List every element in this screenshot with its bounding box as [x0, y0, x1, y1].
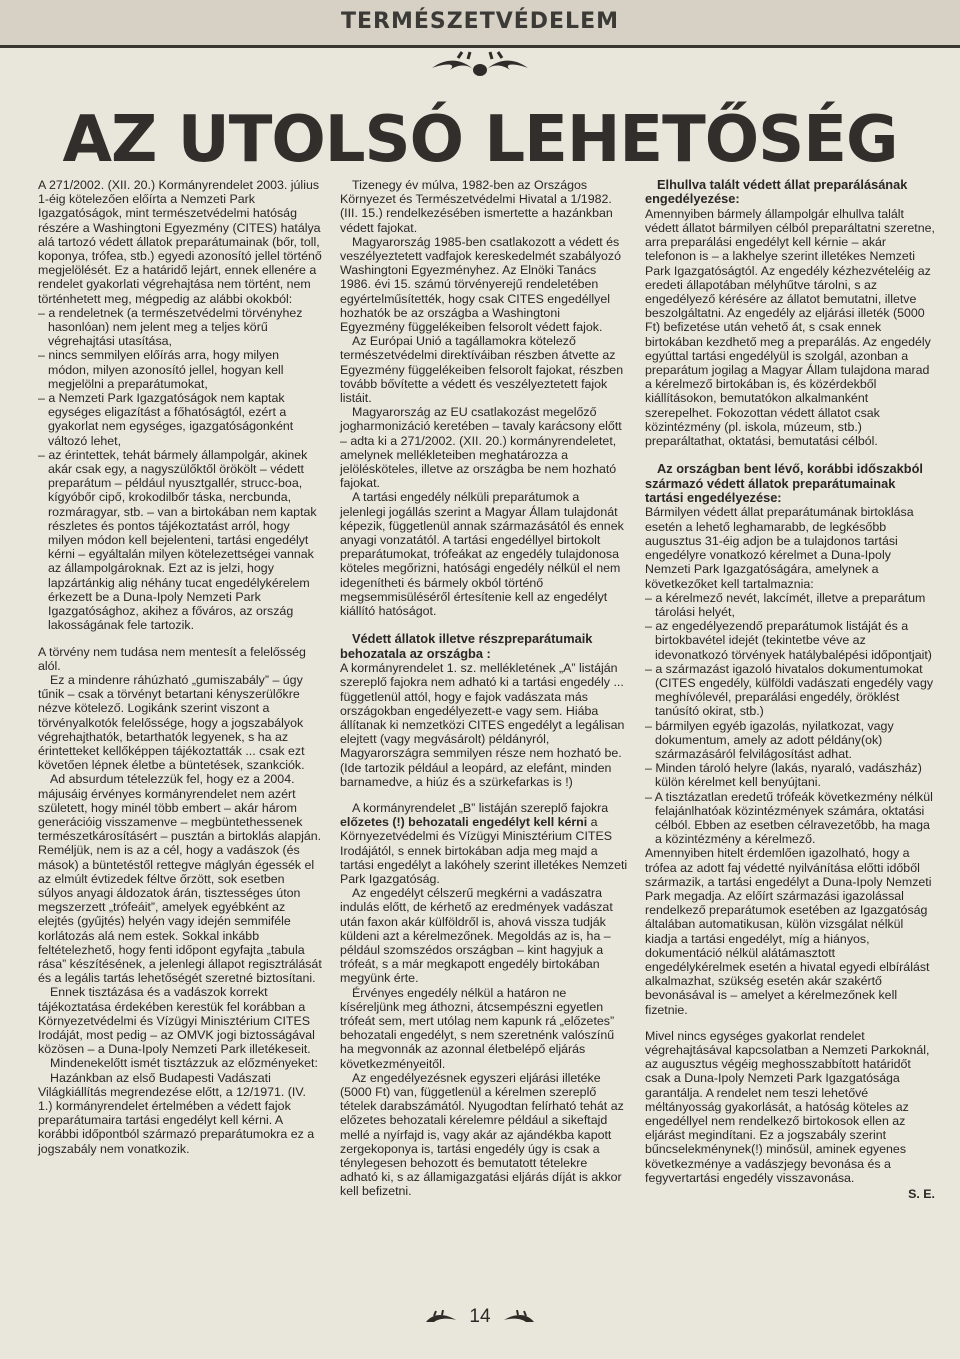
- header-divider: [0, 45, 960, 48]
- emphasis-text: előzetes (!) behozatali engedélyt kell kérni: [340, 815, 588, 830]
- antler-ornament-icon: [428, 50, 532, 80]
- paragraph: A kormányrendelet 1. sz. mellékletének „A” listáján szereplő fajokra nem adható ki a tartási engedély ... függetlenül attól, hogy e fajok vadászata más országokban engedélyezett-e vagy sem. Hiába állítanak ki nemzetközi CITES engedélyt a legálisan elejtett (vagy megvásárolt) példányról, Magyarországra semmilyen része nem hozható be. (Ide tartozik például a leopárd, az elefánt, minden barnamedve, a hiúz és a szürkefarkas is !): [340, 661, 625, 789]
- paragraph: Ennek tisztázása és a vadászok korrekt tájékoztatása érdekében kerestük fel korábban a Környezetvédelmi és Vízügyi Minisztérium CITES Irodáját, most pedig – az OMVK jogi biztosságával közösen – a Duna-Ipoly Nemzeti Park illetékeseit.: [38, 985, 315, 1057]
- list-item: – a származást igazoló hivatalos dokumentumokat (CITES engedély, külföldi vadászati engedély vagy meghívólevél, preparálási engedély, öröklést tanúsító okirat, stb.): [645, 661, 934, 719]
- list-item: – az engedélyezendő preparátumok listáját és a birtokbavétel idejét (tekintetbe véve az idevonatkozó törvények hatálybalépési időpontjait): [645, 619, 932, 662]
- subheading: Az országban bent lévő, korábbi időszakból származó védett állatok preparátumainak tartási engedélyezése:: [645, 461, 923, 506]
- list-item: – az érintettek, tehát bármely állampolgár, akinek akár csak egy, a nagyszülőktől örökölt – védett preparátum – például nyusztgallér, strucc-boa, kígyóbőr cipő, krokodilbőr táska, nercbunda, rozmáragyar, stb. – van a birtokában nem kaptak részletes és pontos tájékoztatást arról, hogy milyen módon kell bejelenteni, tartási engedélyt kérni – egyáltalán milyen kötelezettségei vannak az állampolgároknak. Ezt az is jelzi, hogy lapzártánkig alig néhány tucat engedélykérelem érkezett be a Duna-Ipoly Nemzeti Park Igazgatósághoz, akihez a főváros, az ország lakosságának fele tartozik.: [38, 447, 317, 633]
- list-item: – a Nemzeti Park Igazgatóságok nem kaptak egységes eligazítást a főhatóságtól, ezért a gyakorlat nem egységes, igazgatóságonként változó lehet,: [38, 391, 294, 448]
- paragraph: A tartási engedély nélküli preparátumok a jelenlegi jogállás szerint a Magyar Állam tulajdonát képezik, függetlenül annak származásától és ennek anyagi vonzatától. A tartási engedéllyel birtokolt preparátumokat, trófeákat az engedély tulajdonosa köteles megőrizni, hatósági engedély nélkül el nem idegenítheti és bármely okból történő megsemmisüléséről értesítenie kell az engedélyt kiállító hatóságot.: [340, 490, 624, 619]
- article-column-1: [38, 178, 322, 1156]
- antler-ornament-icon: [424, 1310, 458, 1326]
- subheading: Elhullva talált védett állat preparálásának engedélyezése:: [645, 177, 908, 207]
- paragraph: Amennyiben bármely állampolgár elhullva talált védett állatot bármilyen célból preparáltatni szeretne, arra preparálási engedélyt kell kérnie – akár telefonon is – a lakhelye szerint illetékes Nemzeti Park Igazgatóságtól. Az engedély kézhezvételéig az eredeti állapotában mélyhűtve tárolni, s az engedélyező kérésére az állatot bemutatni, illetve beszolgáltatni. Az engedély az eljárási illeték (5000 Ft) befizetése után vehető át, s csak ennek birtokában kezdhető meg a preparálás. Az engedély egyúttal tartási engedélyül is szolgál, azonban a preparátum jogilag a Magyar Állam tulajdona marad a kérelmező birtokában is, és közérdekből kiállításokon, bemutatókon alkalmanként szerepelhet. Fokozottan védett állatot csak közintézmény (pl. iskola, múzeum, stb.) preparáltathat, oktatási, bemutatási célból.: [645, 206, 935, 449]
- paragraph: Tizenegy év múlva, 1982-ben az Országos Környezet és Természetvédelmi Hivatal a 1/1982. (III. 15.) rendelkezésében ismertette a hazánkban védett fajokat.: [340, 178, 613, 235]
- paragraph: Magyarország az EU csatlakozást megelőző jogharmonizáció keretében – tavaly karácsony előtt – adta ki a 271/2002. (XII. 20.) kormányrendeletet, amelynek mellékleteiben meghatározza a jelölésköteles, illetve az országba be nem hozható fajokat.: [340, 405, 622, 491]
- paragraph: Ez a mindenre ráhúzható „gumiszabály” – úgy tűnik – csak a törvényt betartani kényszerülőkre nézve kötelező. Logikánk szerint viszont a törvényalkotók felelőssége, hogy a jogszabályok végrehajthatók, betarthatók legyenek, s ha az érintetteket kellőképpen tájékoztatták ... csak ezt követően lépnek életbe a büntetések, szankciók.: [38, 672, 305, 773]
- paragraph: Magyarország 1985-ben csatlakozott a védett és veszélyeztetett vadfajok kereskedelmét szabályozó Washingtoni Egyezményhez. Az Elnöki Tanács 1986. évi 15. számú törvényerejű rendeletében egyértelműsítették, hogy csak CITES engedéllyel hozhatók be az országba a Washingtoni Egyezmény függelékeiben felsorolt védett fajok.: [340, 234, 621, 335]
- antler-ornament-icon: [502, 1310, 536, 1326]
- subheading: Védett állatok illetve részpreparátumaik behozatala az országba :: [340, 631, 593, 661]
- author-signature: S. E.: [908, 1187, 935, 1202]
- section-title: TERMÉSZETVÉDELEM: [340, 9, 619, 34]
- page-footer: [0, 1302, 960, 1332]
- list-item: – a rendeletnek (a természetvédelmi törvényhez hasonlóan) nem jelent meg a teljes körű végrehajtási utasítása,: [38, 305, 303, 349]
- article-headline: AZ UTOLSÓ LEHETŐSÉG: [62, 103, 898, 177]
- paragraph: Érvényes engedély nélkül a határon ne kíséreljünk meg áthozni, átcsempészni egyetlen trófeát sem, mert utólag nem kapunk rá „előzetes” behozatali engedélyt, s nem szeretnénk valószínű ha megvonnák az azonnal életbelépő eljárás következményeitől.: [340, 985, 615, 1071]
- paragraph-text: a Környezetvédelmi és Vízügyi Minisztérium CITES Irodájától, s ennek birtokában adja meg majd a tartási engedélyt a lakóhely szerint illetékes Nemzeti Park Igazgatóság.: [340, 815, 628, 886]
- list-item: – Minden tároló helyre (lakás, nyaraló, vadászház) külön kérelmet kell benyújtani.: [645, 761, 922, 790]
- list-item: – nincs semmilyen előírás arra, hogy milyen módon, milyen azonosító jellel, hogyan kell megjelölni a preparátumokat,: [38, 348, 284, 391]
- paragraph-text: A kormányrendelet „B” listáján szereplő fajokra: [352, 800, 609, 815]
- paragraph: Az engedélyezésnek egyszeri eljárási illetéke (5000 Ft) van, függetlenül a kérelmen szereplő tételek darabszámától. Nyugodtan felírható tehát az előzetes behozatali kérelemre például a sikeftajd mellé a nyírfajd is, vagy akár az ajándékba kapott zergekoponya is, tartási engedély úgy is csak a ténylegesen behozott és bemutatott tételekre adható ki, s az államigazgatási eljárás díját is akkor kell befizetni.: [340, 1070, 624, 1199]
- paragraph: Mindenekelőtt ismét tisztázzuk az előzményeket:: [50, 1056, 318, 1071]
- article-column-3: [645, 178, 937, 1201]
- paragraph: Bármilyen védett állat preparátumának birtoklása esetén a lehető leghamarabb, de legkésőbb augusztus 31-éig adjon be a tulajdonos tartási engedélyre vonatkozó kérelmet a Duna-Ipoly Nemzeti Park Igazgatóságára, amelynek a következőket kell tartalmaznia:: [645, 505, 914, 591]
- paragraph: A 271/2002. (XII. 20.) Kormányrendelet 2003. július 1-éig kötelezően előírta a Nemzeti Park Igazgatóságok, mint természetvédelmi hatóság részére a Washingtoni Egyezmény (CITES) hatálya alá tartozó védett állatok preparátumainak (bőr, toll, koponya, trófea, stb.) egyedi azonosító jellel történő megjelölését. Ez a határidő lejárt, ennek ellenére a rendelet gyakorlati végrehajtása nem történt, nem történhetett meg, mégpedig az alábbi okokból:: [38, 178, 322, 306]
- list-item: – a kérelmező nevét, lakcímét, illetve a preparátum tárolási helyét,: [645, 590, 926, 619]
- paragraph: Az engedélyt célszerű megkérni a vadászatra indulás előtt, de kérhető az eredmények vadászat után faxon akár külföldről is, ahová vissza tudják küldeni azt a kérelmezőnek. Megoldás az is, ha – például szomszédos országban – kint hagyjuk a trófeát, s a már megkapott engedély birtokában megyünk érte.: [340, 886, 613, 986]
- paragraph: Hazánkban az első Budapesti Vadászati Világkiállítás megrendezése előtt, a 12/1971. (IV. 1.) kormányrendelet értelmében a védett fajok preparátumaira tartási engedélyt kell kérni. A korábbi időpontból származó preparátumokra ez a jogszabály nem vonatkozik.: [38, 1070, 315, 1156]
- paragraph: A törvény nem tudása nem mentesít a felelősség alól.: [38, 644, 306, 673]
- paragraph: Ad absurdum tételezzük fel, hogy ez a 2004. májusáig érvényes kormányrendelet nem azért született, hogy minél több embert – akár három generációig visszamenve – megbüntethessenek természetkárosításért – pusztán a birtoklás alapján. Reméljük, nem is az a cél, hogy a vadászok (és mások) a büntetéstől rettegve máglyán égessék el az elmúlt évtizedek féltve őrzött, sok esetben súlyos anyagi áldozatok árán, tisztességes úton megszerzett „trófeáit”, amelyek egyébként az elejtés (gyűjtés) helyén vagy idején semmiféle korlátozás alá nem estek. Sokkal inkább feltételezhető, hogy fenti időpont egyfajta „tabula rása” készítésének, a jelenlegi állapot regisztrálását és a legális tartás lehetőségét szeretné biztosítani.: [38, 772, 322, 986]
- paragraph: Az Európai Unió a tagállamokra kötelező természetvédelmi direktíváiban részben átvette az Egyezmény függelékeiben felsorolt fajokat, részben tovább bővítette a védett és veszélyeztetett fajok listáit.: [340, 334, 624, 406]
- list-item: – A tisztázatlan eredetű trófeák következmény nélkül felajánlhatóak közintézmények számára, oktatási célból. Ebben az esetben célravezetőbb, ha maga a közintézmény a kérelmező.: [645, 789, 933, 847]
- paragraph: Amennyiben hitelt érdemlően igazolható, hogy a trófea az adott faj védetté nyilvánítása előtti időből származik, a tartási engedélyt a Duna-Ipoly Nemzeti Park megadja. Az előírt származási igazolással rendelkező preparátumok esetében az Igazgatóság általában automatikusan, külön vizsgálat nélkül kiadja a tartási engedélyt, míg a hiányos, dokumentáció nélkül alátámasztott engedélykérelmek esetén a hivatal egyedi elbírálást alkalmazhat, szükség esetén akár szakértő bevonásával is – amelyet a kérelmezőnek kell fizetnie.: [645, 846, 932, 1017]
- paragraph: Mivel nincs egységes gyakorlat rendelet végrehajtásával kapcsolatban a Nemzeti Parkoknál, az augusztus végéig meghosszabbított határidőt csak a Duna-Ipoly Nemzeti Park Igazgatósága garantálja. A rendelet nem teszi lehetővé méltányosság gyakorlását, a hatóság köteles az engedéllyel nem rendelkező birtokosok ellen az eljárást megindítani. Ez a jogszabály szerint bűncselekménynek(!) minősül, aminek egyenes következménye a vadászjegy bevonása és a fegyvertartási engedély visszavonása.: [645, 1028, 930, 1185]
- list-item: – bármilyen egyéb igazolás, nyilatkozat, vagy dokumentum, amely az adott példány(ok) származásáról felvilágosítást adhat.: [645, 718, 894, 761]
- page-number: 14: [469, 1306, 491, 1327]
- paragraph: [340, 801, 628, 886]
- article-column-2: [340, 178, 628, 1199]
